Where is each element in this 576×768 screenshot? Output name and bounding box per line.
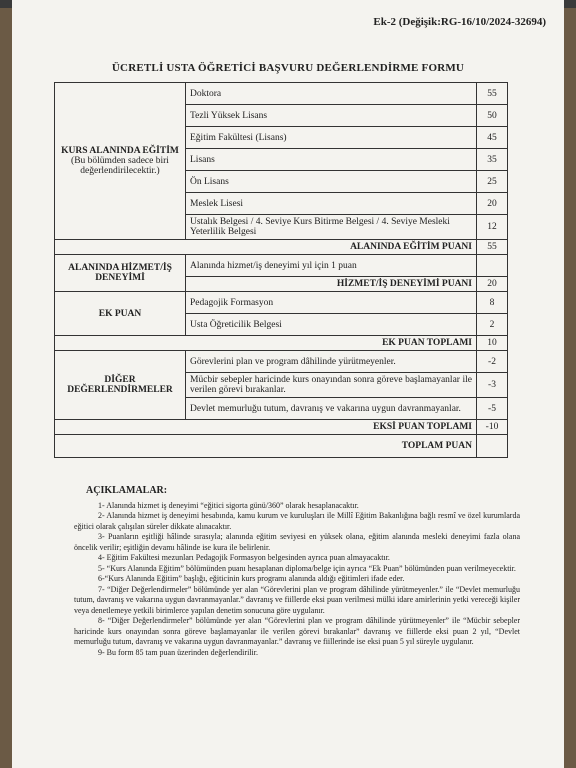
total-points: 20	[477, 277, 508, 292]
total-row	[55, 420, 508, 435]
grand-total-row	[55, 435, 508, 458]
evaluation-table	[54, 82, 508, 458]
total-row	[55, 336, 508, 351]
item-label: Alanında hizmet/iş deneyimi yıl için 1 puan	[186, 255, 477, 277]
total-label: HİZMET/İŞ DENEYİMİ PUANI	[186, 277, 477, 292]
item-points: 20	[477, 193, 508, 215]
note-item: 3- Puanların eşitliği hâlinde sırasıyla; alanında eğitim seviyesi en yüksek olana, eğitim alanında mesleki deneyimi fazla olana öncelik verilir; eşitliğin devamı hâlinde ise kura ile belirlenir.	[74, 532, 520, 552]
table-row	[55, 351, 508, 373]
item-label: Görevlerini plan ve program dâhilinde yürütmeyenler.	[186, 351, 477, 373]
note-item: 6-“Kurs Alanında Eğitim” başlığı, eğiticinin kurs programı alanında aldığı eğitimleri ifade eder.	[98, 574, 405, 583]
item-points: 2	[477, 314, 508, 336]
item-label: Lisans	[186, 149, 477, 171]
item-points: 12	[477, 215, 508, 240]
note-item: 9- Bu form 85 tam puan üzerinden değerlendirilir.	[98, 647, 258, 657]
item-points: 55	[477, 83, 508, 105]
note-item: 5- “Kurs Alanında Eğitim” bölümünden puanı hesaplanan diploma/belge için ayrıca “Ek Puan” bölümünden puan verilmeyecektir.	[98, 563, 516, 573]
table-row	[55, 255, 508, 277]
item-label: Pedagojik Formasyon	[186, 292, 477, 314]
item-points: -3	[477, 373, 508, 398]
item-label: Devlet memurluğu tutum, davranış ve vakarına uygun davranmayanlar.	[186, 398, 477, 420]
item-label: Ön Lisans	[186, 171, 477, 193]
document-page	[12, 0, 564, 768]
item-points	[477, 255, 508, 277]
form-title: ÜCRETLİ USTA ÖĞRETİCİ BAŞVURU DEĞERLENDİRME FORMU	[111, 62, 465, 74]
total-label: EKSİ PUAN TOPLAMI	[55, 420, 477, 435]
total-points: 10	[477, 336, 508, 351]
note-item: 8- “Diğer Değerlendirmeler” bölümünde yer alan “Görevlerini plan ve program dâhilinde yürütmeyenler” ile “Mücbir sebepler haricinde kurs onayından sonra göreve başlamayanlar ile verilen görevi bırakanlar” davranış ve fiillerde eksi puan 2 yıl, “Devlet memurluğu tutum, davranış ve vakarına uygun davranmayanlar.” davranış ve fiillerinde ise eksi puan 5 yıl süreyle uygulanır.	[74, 616, 520, 646]
item-label: Usta Öğreticilik Belgesi	[186, 314, 477, 336]
regulation-reference: Ek-2 (Değişik:RG-16/10/2024-32694)	[373, 16, 546, 28]
note-item: 1- Alanında hizmet iş deneyimi “eğitici sigorta günü/360” olarak hesaplanacaktır.	[98, 500, 359, 510]
note-item: 2- Alanında hizmet iş deneyimi hesabında, kamu kurum ve kuruluşları ile Millî Eğitim Bakanlığına bağlı resmî ve özel kurumlarda eğitici olarak çalışılan süreler dikkate alınacaktır.	[74, 511, 520, 531]
total-points: -10	[477, 420, 508, 435]
item-label: Mücbir sebepler haricinde kurs onayından sonra göreve başlamayanlar ile verilen görevi bırakanlar.	[186, 373, 477, 398]
section-ek: EK PUAN	[55, 292, 186, 336]
grand-total-points	[477, 435, 508, 458]
item-points: 25	[477, 171, 508, 193]
note-item: 7- “Diğer Değerlendirmeler” bölümünde yer alan “Görevlerini plan ve program dâhilinde yürütmeyenler.” ile “Devlet memurluğu tutum, davranış ve vakarına uygun davranmayanlar.” davranış ve fiillerde eksi puan verilmesi mülki idare amirlerinin yetki vereceği kişiler veya denetlemeye yetkili birimlerce yapılan denetim sonucuna göre uygulanır.	[74, 584, 520, 615]
table-row	[55, 83, 508, 105]
section-note: (Bu bölümden sadece biri değerlendirilecektir.)	[71, 156, 169, 176]
total-points: 55	[477, 240, 508, 255]
item-points: -2	[477, 351, 508, 373]
item-label: Ustalık Belgesi / 4. Seviye Kurs Bitirme Belgesi / 4. Seviye Mesleki Yeterlilik Belgesi	[186, 215, 477, 240]
item-points: 8	[477, 292, 508, 314]
table-row	[55, 292, 508, 314]
total-label: ALANINDA EĞİTİM PUANI	[55, 240, 477, 255]
item-points: 45	[477, 127, 508, 149]
item-points: -5	[477, 398, 508, 420]
item-label: Eğitim Fakültesi (Lisans)	[186, 127, 477, 149]
item-points: 35	[477, 149, 508, 171]
grand-total-label: TOPLAM PUAN	[55, 435, 477, 458]
section-diger: DİĞER DEĞERLENDİRMELER	[55, 351, 186, 420]
item-label: Meslek Lisesi	[186, 193, 477, 215]
total-label: EK PUAN TOPLAMI	[55, 336, 477, 351]
explanations-heading: AÇIKLAMALAR:	[86, 485, 168, 496]
item-label: Tezli Yüksek Lisans	[186, 105, 477, 127]
section-hizmet: ALANINDA HİZMET/İŞ DENEYİMİ	[55, 255, 186, 292]
item-label: Doktora	[186, 83, 477, 105]
item-points: 50	[477, 105, 508, 127]
note-item: 4- Eğitim Fakültesi mezunları Pedagojik Formasyon belgesinden ayrıca puan almayacaktır.	[98, 553, 390, 562]
explanations	[74, 486, 520, 658]
section-egitim	[55, 83, 186, 240]
total-row	[55, 240, 508, 255]
section-title: KURS ALANINDA EĞİTİM	[61, 146, 179, 156]
